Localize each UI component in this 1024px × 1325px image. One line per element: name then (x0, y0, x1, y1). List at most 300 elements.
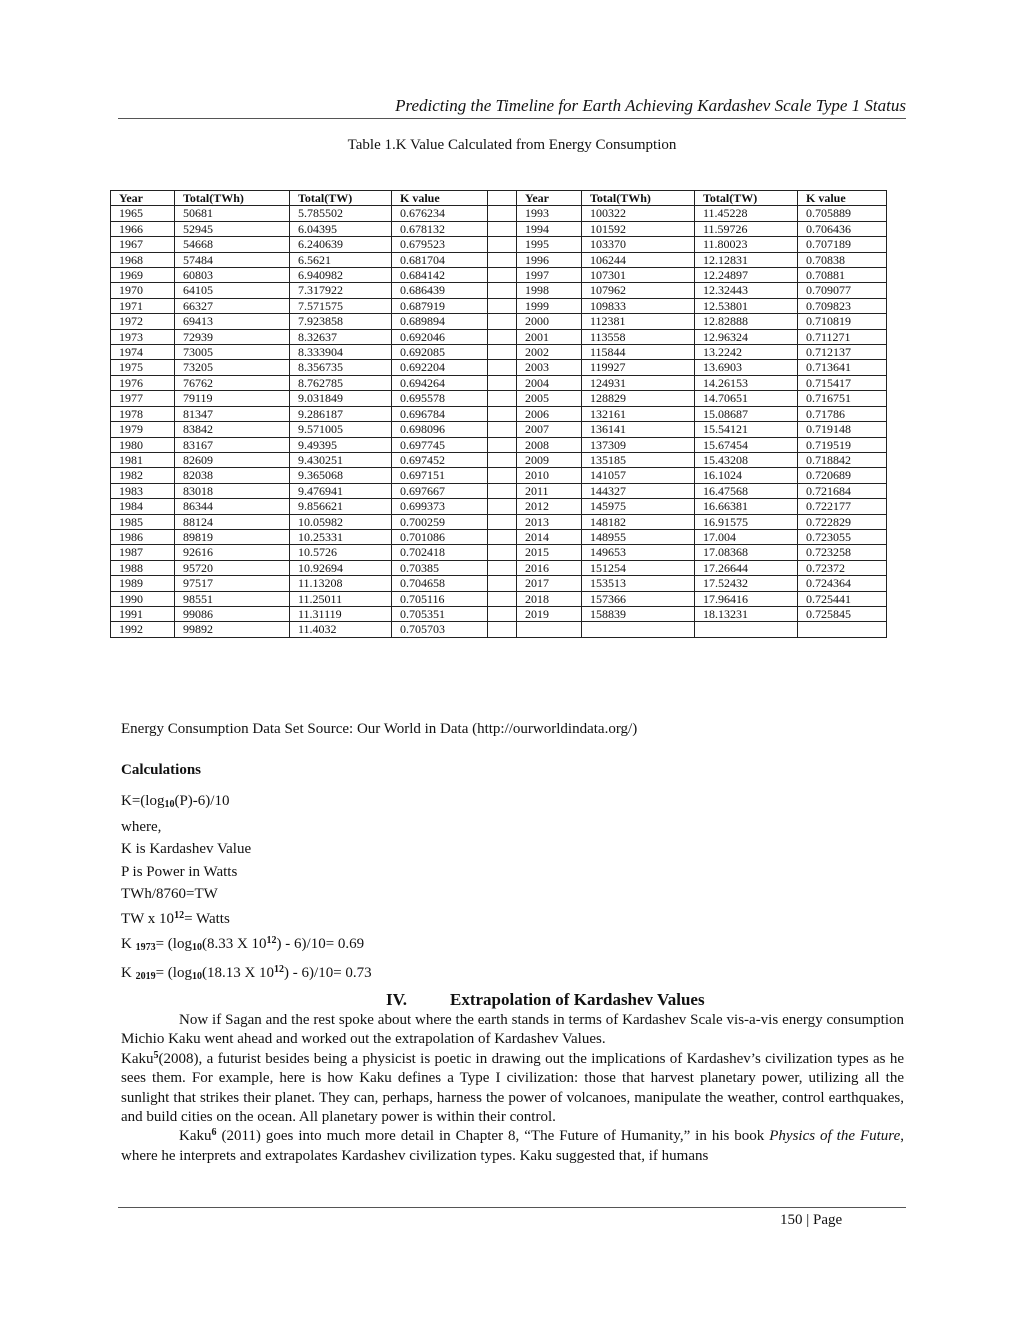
table-cell: 0.704658 (392, 576, 488, 591)
k-1973-calculation: K $_{1973}= (\log_{10}(8.33$ X $10^{12}) - 6)/10= 0.69$ (121, 935, 365, 954)
paragraph: Now if Sagan and the rest spoke about where the earth stands in terms of Kardashev Scale vis-a-vis energy consumption Michio Kaku went ahead and worked out the extrapolation of Kardashev Values. (121, 1012, 904, 1048)
column-header-spacer (488, 191, 517, 206)
running-title: Predicting the Timeline for Earth Achieving Kardashev Scale Type 1 Status (395, 96, 906, 115)
table-cell: 76762 (175, 375, 290, 390)
table-cell: 145975 (582, 499, 695, 514)
table-cell: 0.721684 (798, 483, 887, 498)
table-cell (488, 483, 517, 498)
table-cell: 1998 (517, 283, 582, 298)
table-cell: 13.2242 (695, 345, 798, 360)
table-cell: 0.679523 (392, 237, 488, 252)
table-cell: 0.719148 (798, 422, 887, 437)
table-cell: 11.80023 (695, 237, 798, 252)
table-cell: 95720 (175, 560, 290, 575)
table-cell: 0.678132 (392, 221, 488, 236)
table-cell: 0.723055 (798, 529, 887, 544)
table-cell: 107962 (582, 283, 695, 298)
table-cell: 115844 (582, 345, 695, 360)
table-cell: 1985 (111, 514, 175, 529)
table-cell: 1989 (111, 576, 175, 591)
paragraph: Kaku$^6$ (2011) goes into much more detail in Chapter 8, “The Future of Humanity,” in his book Physics of the Future, where he interprets and extrapolates Kardashev civilization types. Kaku suggested that, if humans (121, 1127, 904, 1164)
table-cell: 12.53801 (695, 298, 798, 313)
table-cell (695, 622, 798, 637)
table-cell: 12.12831 (695, 252, 798, 267)
table-cell: 0.723258 (798, 545, 887, 560)
table-cell: 0.720689 (798, 468, 887, 483)
table-cell: 83018 (175, 483, 290, 498)
table-cell: 0.70838 (798, 252, 887, 267)
table-row (111, 545, 887, 560)
table-cell: 2005 (517, 391, 582, 406)
table-cell: 2004 (517, 375, 582, 390)
table-cell: 2007 (517, 422, 582, 437)
tw-conversion: TW x $10^{12}=$ Watts (121, 910, 230, 928)
table-row (111, 329, 887, 344)
table-cell: 0.697151 (392, 468, 488, 483)
calculations-block (121, 790, 372, 989)
section-heading (386, 990, 705, 1010)
table-cell (488, 406, 517, 421)
table-cell: 14.26153 (695, 375, 798, 390)
table-header-row (111, 191, 887, 206)
table-cell (488, 622, 517, 637)
table-cell: 0.692046 (392, 329, 488, 344)
table-cell (488, 221, 517, 236)
table-cell: 135185 (582, 452, 695, 467)
table-cell: 132161 (582, 406, 695, 421)
table-cell: 0.716751 (798, 391, 887, 406)
table-cell: 12.32443 (695, 283, 798, 298)
column-header: K value (392, 191, 488, 206)
table-cell: 1971 (111, 298, 175, 313)
table-cell: 2002 (517, 345, 582, 360)
table-cell: 1968 (111, 252, 175, 267)
table-cell: 2008 (517, 437, 582, 452)
table-cell (488, 268, 517, 283)
table-cell: 16.47568 (695, 483, 798, 498)
table-cell: 9.49395 (290, 437, 392, 452)
table-cell: 7.571575 (290, 298, 392, 313)
table-cell: 72939 (175, 329, 290, 344)
table-cell: 73005 (175, 345, 290, 360)
table-cell: 0.709823 (798, 298, 887, 313)
table-cell (488, 298, 517, 313)
table-cell: 0.695578 (392, 391, 488, 406)
table-cell: 0.699373 (392, 499, 488, 514)
table-cell: 1969 (111, 268, 175, 283)
table-cell: 1990 (111, 591, 175, 606)
table-cell: 1983 (111, 483, 175, 498)
table-cell: 10.25331 (290, 529, 392, 544)
table-cell: 97517 (175, 576, 290, 591)
table-cell: 1974 (111, 345, 175, 360)
table-cell (488, 606, 517, 621)
table-cell: 81347 (175, 406, 290, 421)
table-cell: 12.82888 (695, 314, 798, 329)
table-cell (488, 206, 517, 221)
table-cell: 107301 (582, 268, 695, 283)
table-cell: 10.05982 (290, 514, 392, 529)
table-cell: 2009 (517, 452, 582, 467)
table-cell: 136141 (582, 422, 695, 437)
where-line: where, (121, 819, 162, 836)
table-cell: 0.702418 (392, 545, 488, 560)
table-row (111, 483, 887, 498)
table-cell: 18.13231 (695, 606, 798, 621)
table-cell: 64105 (175, 283, 290, 298)
footer-rule (118, 1207, 906, 1208)
table-cell: 1993 (517, 206, 582, 221)
table-cell: 2011 (517, 483, 582, 498)
table-cell: 9.286187 (290, 406, 392, 421)
table-cell: 1972 (111, 314, 175, 329)
table-cell: 8.32637 (290, 329, 392, 344)
table-cell: 11.25011 (290, 591, 392, 606)
table-cell: 0.71786 (798, 406, 887, 421)
table-cell: 128829 (582, 391, 695, 406)
table-row (111, 283, 887, 298)
table-cell: 9.430251 (290, 452, 392, 467)
table-cell: 137309 (582, 437, 695, 452)
table-cell: 153513 (582, 576, 695, 591)
table-cell: 8.356735 (290, 360, 392, 375)
table-cell: 89819 (175, 529, 290, 544)
table-cell: 0.722829 (798, 514, 887, 529)
table-cell: 0.724364 (798, 576, 887, 591)
table-cell: 2012 (517, 499, 582, 514)
table-cell: 0.713641 (798, 360, 887, 375)
table-cell: 5.785502 (290, 206, 392, 221)
table-cell (488, 545, 517, 560)
table-cell: 60803 (175, 268, 290, 283)
section-body (121, 1011, 904, 1166)
table-body (111, 206, 887, 637)
table-cell: 2003 (517, 360, 582, 375)
table-cell: 0.687919 (392, 298, 488, 313)
table-cell: 1988 (111, 560, 175, 575)
table-cell: 1966 (111, 221, 175, 236)
table-cell: 0.715417 (798, 375, 887, 390)
table-cell: 0.700259 (392, 514, 488, 529)
table-cell: 15.08687 (695, 406, 798, 421)
table-cell: 15.43208 (695, 452, 798, 467)
table-cell: 0.697745 (392, 437, 488, 452)
table-cell: 69413 (175, 314, 290, 329)
table-cell: 7.317922 (290, 283, 392, 298)
table-cell: 1987 (111, 545, 175, 560)
table-cell: 9.031849 (290, 391, 392, 406)
section-number: IV. (386, 990, 407, 1009)
table-cell: 0.692085 (392, 345, 488, 360)
k-value-table (110, 190, 887, 638)
table-cell: 0.705889 (798, 206, 887, 221)
table-cell: 17.96416 (695, 591, 798, 606)
table-cell: 1970 (111, 283, 175, 298)
table-cell: 149653 (582, 545, 695, 560)
table-cell: 124931 (582, 375, 695, 390)
table-cell (517, 622, 582, 637)
table-cell: 0.689894 (392, 314, 488, 329)
table-row (111, 529, 887, 544)
table-cell: 7.923858 (290, 314, 392, 329)
table-cell: 1979 (111, 422, 175, 437)
table-cell: 109833 (582, 298, 695, 313)
table-cell: 0.706436 (798, 221, 887, 236)
table-cell: 10.92694 (290, 560, 392, 575)
table-cell (488, 329, 517, 344)
table-cell (488, 452, 517, 467)
table-cell: 119927 (582, 360, 695, 375)
table-cell: 0.698096 (392, 422, 488, 437)
table-cell: 82609 (175, 452, 290, 467)
table-cell: 8.762785 (290, 375, 392, 390)
column-header: Total(TWh) (175, 191, 290, 206)
table-cell: 98551 (175, 591, 290, 606)
column-header: Total(TWh) (582, 191, 695, 206)
table-cell: 92616 (175, 545, 290, 560)
table-cell: 6.5621 (290, 252, 392, 267)
table-cell: 0.681704 (392, 252, 488, 267)
column-header: Year (517, 191, 582, 206)
table-cell: 8.333904 (290, 345, 392, 360)
table-cell (488, 422, 517, 437)
table-cell: 0.696784 (392, 406, 488, 421)
table-cell: 50681 (175, 206, 290, 221)
twh-conversion: TWh/8760=TW (121, 885, 218, 902)
table-cell: 157366 (582, 591, 695, 606)
column-header: Total(TW) (695, 191, 798, 206)
table-row (111, 221, 887, 236)
table-cell: 0.676234 (392, 206, 488, 221)
table-cell: 2010 (517, 468, 582, 483)
table-cell: 0.707189 (798, 237, 887, 252)
table-row (111, 468, 887, 483)
table-cell (488, 237, 517, 252)
table-cell: 0.709077 (798, 283, 887, 298)
table-cell: 79119 (175, 391, 290, 406)
table-cell: 11.13208 (290, 576, 392, 591)
table-cell (488, 560, 517, 575)
table-cell: 1965 (111, 206, 175, 221)
k-definition: K is Kardashev Value (121, 841, 252, 858)
table-row (111, 437, 887, 452)
table-cell: 1975 (111, 360, 175, 375)
table-cell (488, 360, 517, 375)
table-row (111, 345, 887, 360)
table-cell: 0.70385 (392, 560, 488, 575)
table-cell: 144327 (582, 483, 695, 498)
table-cell: 17.004 (695, 529, 798, 544)
table-cell: 10.5726 (290, 545, 392, 560)
table-cell: 158839 (582, 606, 695, 621)
table-row (111, 499, 887, 514)
table-cell: 11.59726 (695, 221, 798, 236)
table-cell (488, 252, 517, 267)
table-cell: 1997 (517, 268, 582, 283)
table-cell (488, 345, 517, 360)
table-cell: 0.719519 (798, 437, 887, 452)
table-cell: 0.712137 (798, 345, 887, 360)
table-cell: 106244 (582, 252, 695, 267)
table-cell: 1995 (517, 237, 582, 252)
table-cell: 1984 (111, 499, 175, 514)
table-cell: 2015 (517, 545, 582, 560)
table-cell (488, 591, 517, 606)
table-row (111, 606, 887, 621)
table-cell: 12.96324 (695, 329, 798, 344)
table-cell: 100322 (582, 206, 695, 221)
table-cell (488, 314, 517, 329)
k-formula: $K=(\log_{10}(P)-6)/10$ (121, 793, 230, 810)
calculations-heading: Calculations (121, 762, 202, 778)
data-source-note: Energy Consumption Data Set Source: Our World in Data (http://ourworldindata.org/) (121, 721, 638, 737)
table-cell: 0.710819 (798, 314, 887, 329)
table-cell: 15.67454 (695, 437, 798, 452)
table-cell: 73205 (175, 360, 290, 375)
table-cell: 148182 (582, 514, 695, 529)
table-cell (582, 622, 695, 637)
table-cell: 0.725845 (798, 606, 887, 621)
table-cell: 54668 (175, 237, 290, 252)
table-cell: 9.856621 (290, 499, 392, 514)
table-cell: 9.365068 (290, 468, 392, 483)
table-cell: 11.45228 (695, 206, 798, 221)
column-header: K value (798, 191, 887, 206)
table-cell (488, 576, 517, 591)
table-cell: 151254 (582, 560, 695, 575)
table-row (111, 314, 887, 329)
table-cell (488, 529, 517, 544)
table-cell: 0.72372 (798, 560, 887, 575)
table-row (111, 452, 887, 467)
table-cell: 9.571005 (290, 422, 392, 437)
table-cell: 0.725441 (798, 591, 887, 606)
table-cell: 0.701086 (392, 529, 488, 544)
table-cell (488, 514, 517, 529)
k-2019-calculation: K $_{2019}= (\log_{10}(18.13$ X $10^{12}) - 6)/10= 0.73$ (121, 964, 372, 983)
table-cell (798, 622, 887, 637)
table-cell: 86344 (175, 499, 290, 514)
table-row (111, 360, 887, 375)
table-row (111, 298, 887, 313)
table-cell (488, 499, 517, 514)
table-cell: 52945 (175, 221, 290, 236)
table-cell: 2014 (517, 529, 582, 544)
table-cell: 15.54121 (695, 422, 798, 437)
header-rule (118, 118, 906, 119)
table-cell: 103370 (582, 237, 695, 252)
table-row (111, 422, 887, 437)
section-title: Extrapolation of Kardashev Values (450, 990, 705, 1009)
table-row (111, 237, 887, 252)
table-cell: 1977 (111, 391, 175, 406)
table-row (111, 268, 887, 283)
table-cell: 0.705116 (392, 591, 488, 606)
paragraph: Kaku$^5$(2008), a futurist besides being a physicist is poetic in drawing out the implications of Kardashev’s civilization types as he sees them. For example, here is how Kaku defines a Type I civilization: those that harvest planetary power, utilizing all the sunlight that strikes their planet. They can, perhaps, harness the power of volcanoes, manipulate the weather, control earthquakes, and build cities on the ocean. All planetary power is within their control. (121, 1049, 904, 1126)
table-cell: 83842 (175, 422, 290, 437)
table-row (111, 206, 887, 221)
table-cell: 1996 (517, 252, 582, 267)
table-cell (488, 437, 517, 452)
table-cell: 1973 (111, 329, 175, 344)
table-cell: 0.697667 (392, 483, 488, 498)
table-row (111, 406, 887, 421)
table-cell: 0.692204 (392, 360, 488, 375)
table-cell: 16.91575 (695, 514, 798, 529)
table-cell: 9.476941 (290, 483, 392, 498)
table-row (111, 375, 887, 390)
table-cell: 101592 (582, 221, 695, 236)
table-cell: 12.24897 (695, 268, 798, 283)
table-cell: 83167 (175, 437, 290, 452)
table-cell: 14.70651 (695, 391, 798, 406)
table-cell: 1992 (111, 622, 175, 637)
table-row (111, 252, 887, 267)
table-row (111, 622, 887, 637)
table-cell: 57484 (175, 252, 290, 267)
table-cell: 2016 (517, 560, 582, 575)
table-cell: 1980 (111, 437, 175, 452)
table-cell: 2001 (517, 329, 582, 344)
table-cell: 2017 (517, 576, 582, 591)
table-row (111, 576, 887, 591)
table-row (111, 514, 887, 529)
table-cell: 88124 (175, 514, 290, 529)
table-cell: 0.694264 (392, 375, 488, 390)
book-title: Physics of the Future (769, 1128, 901, 1145)
table-cell: 2019 (517, 606, 582, 621)
table-cell: 17.52432 (695, 576, 798, 591)
table-cell: 1991 (111, 606, 175, 621)
table-cell: 99086 (175, 606, 290, 621)
table-cell: 0.705703 (392, 622, 488, 637)
table-cell: 6.04395 (290, 221, 392, 236)
table-cell (488, 375, 517, 390)
table-cell: 148955 (582, 529, 695, 544)
table-row (111, 591, 887, 606)
table-cell: 1978 (111, 406, 175, 421)
table-cell: 1994 (517, 221, 582, 236)
table-cell: 17.26644 (695, 560, 798, 575)
table-cell: 0.711271 (798, 329, 887, 344)
table-cell: 0.684142 (392, 268, 488, 283)
table-cell: 0.718842 (798, 452, 887, 467)
table-row (111, 391, 887, 406)
table-row (111, 560, 887, 575)
table-cell: 1976 (111, 375, 175, 390)
table-cell: 2013 (517, 514, 582, 529)
table-cell (488, 391, 517, 406)
table-cell (488, 468, 517, 483)
table-cell (488, 283, 517, 298)
table-caption: Table 1.K Value Calculated from Energy Consumption (347, 137, 677, 153)
table-cell: 0.705351 (392, 606, 488, 621)
table-cell: 113558 (582, 329, 695, 344)
table-cell: 0.697452 (392, 452, 488, 467)
table-cell: 16.66381 (695, 499, 798, 514)
table-cell: 1999 (517, 298, 582, 313)
table-cell: 11.31119 (290, 606, 392, 621)
table-cell: 11.4032 (290, 622, 392, 637)
page-number: 150 | Page (780, 1212, 843, 1228)
column-header: Total(TW) (290, 191, 392, 206)
table-cell: 1981 (111, 452, 175, 467)
table-cell: 66327 (175, 298, 290, 313)
column-header: Year (111, 191, 175, 206)
table-cell: 17.08368 (695, 545, 798, 560)
table-cell: 141057 (582, 468, 695, 483)
table-cell: 13.6903 (695, 360, 798, 375)
